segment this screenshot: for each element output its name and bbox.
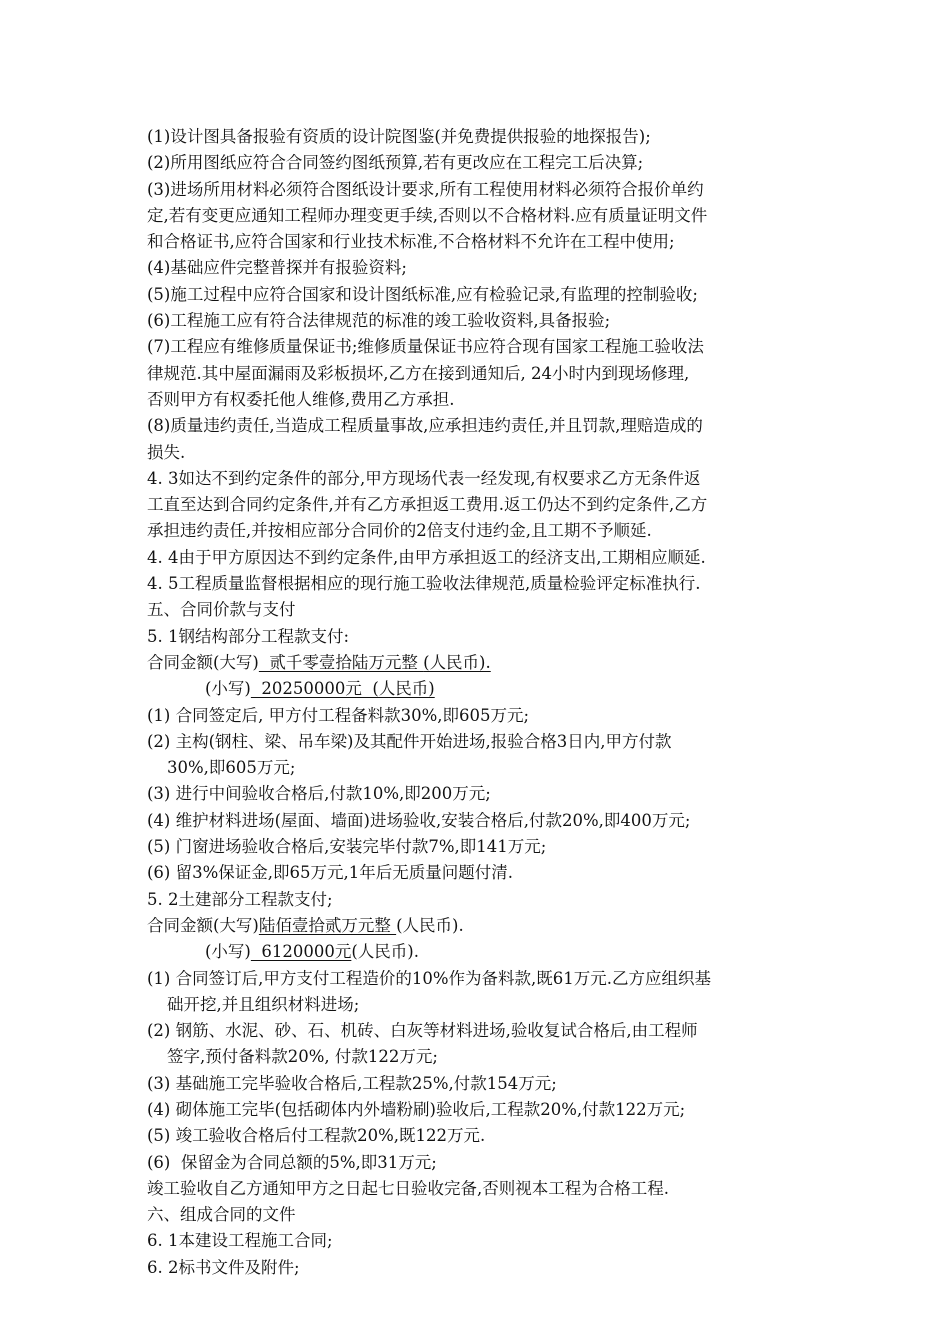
section-heading: 六、组成合同的文件 [147, 1205, 296, 1225]
text-line: 损失. [147, 442, 186, 462]
text-line: 4. 3如达不到约定条件的部分,甲方现场代表一经发现,有权要求乙方无条件返 [147, 468, 701, 488]
text-line: (4)基础应件完整普探并有报验资料; [147, 258, 407, 278]
civil-amount-figures-line [147, 939, 817, 965]
list-item: (6) 保留金为合同总额的5%,即31万元; [147, 1152, 437, 1172]
subsection-heading: 5. 2土建部分工程款支付; [147, 889, 333, 909]
text-line: (8)质量违约责任,当造成工程质量事故,应承担违约责任,并且罚款,理赔造成的 [147, 416, 703, 436]
text-line: (5)施工过程中应符合国家和设计图纸标准,应有检验记录,有监理的控制验收; [147, 284, 698, 304]
text-line: 6. 1本建设工程施工合同; [147, 1231, 333, 1251]
list-item: (2) 主构(钢柱、梁、吊车梁)及其配件开始进场,报验合格3日内,甲方付款 [147, 731, 672, 751]
list-item-continuation: 签字,预付备料款20%, 付款122万元; [167, 1047, 438, 1067]
list-item-continuation: 础开挖,并且组织材料进场; [167, 994, 360, 1014]
list-item: (4) 维护材料进场(屋面、墙面)进场验收,安装合格后,付款20%,即400万元; [147, 810, 691, 830]
list-item-continuation: 30%,即605万元; [167, 758, 296, 778]
text-line: 竣工验收自乙方通知甲方之日起七日验收完备,否则视本工程为合格工程. [147, 1178, 669, 1198]
text-line: (6)工程施工应有符合法律规范的标准的竣工验收资料,具备报验; [147, 311, 611, 331]
amount-figures-tail: (人民币). [351, 942, 419, 962]
amount-words-tail: (人民币). [423, 652, 491, 672]
list-item: (3) 基础施工完毕验收合格后,工程款25%,付款154万元; [147, 1073, 557, 1093]
subsection-heading: 5. 1钢结构部分工程款支付: [147, 626, 350, 646]
amount-figures: 6120000元 [250, 942, 352, 962]
list-item: (6) 留3%保证金,即65万元,1年后无质量问题付清. [147, 863, 514, 883]
list-item: (3) 进行中间验收合格后,付款10%,即200万元; [147, 784, 491, 804]
section-heading: 五、合同价款与支付 [147, 600, 296, 620]
text-line: (1)设计图具备报验有资质的设计院图鉴(并免费提供报验的地探报告); [147, 127, 651, 146]
steel-amount-words-line [147, 650, 817, 676]
amount-words: 贰千零壹拾陆万元整 [258, 652, 424, 672]
text-line: 律规范.其中屋面漏雨及彩板损坏,乙方在接到通知后, 24小时内到现场修理, [147, 363, 690, 383]
text-line: (2)所用图纸应符合合同签约图纸预算,若有更改应在工程完工后决算; [147, 153, 644, 173]
text-line: (3)进场所用材料必须符合图纸设计要求,所有工程使用材料必须符合报价单约 [147, 179, 704, 199]
amount-figures: 20250000元 (人民币) [250, 679, 435, 699]
list-item: (2) 钢筋、水泥、砂、石、机砖、白灰等材料进场,验收复试合格后,由工程师 [147, 1021, 698, 1041]
text-line: 承担违约责任,并按相应部分合同价的2倍支付违约金,且工期不予顺延. [147, 521, 652, 541]
text-line: 工直至达到合同约定条件,并有乙方承担返工费用.返工仍达不到约定条件,乙方 [147, 495, 708, 515]
list-item: (1) 合同签定后, 甲方付工程备料款30%,即605万元; [147, 705, 530, 725]
list-item: (5) 门窗进场验收合格后,安装完毕付款7%,即141万元; [147, 837, 547, 857]
amount-label: 合同金额(大写) [147, 652, 259, 672]
amount-words: 陆佰壹拾贰万元整 [258, 915, 397, 935]
text-line: 和合格证书,应符合国家和行业技术标准,不合格材料不允许在工程中使用; [147, 232, 675, 252]
amount-small-label: (小写) [205, 679, 251, 699]
text-line: 4. 4由于甲方原因达不到约定条件,由甲方承担返工的经济支出,工期相应顺延. [147, 547, 706, 567]
text-line: 定,若有变更应通知工程师办理变更手续,否则以不合格材料.应有质量证明文件 [147, 205, 708, 225]
civil-amount-words-line [147, 913, 817, 939]
text-line: (7)工程应有维修质量保证书;维修质量保证书应符合现有国家工程施工验收法 [147, 337, 704, 357]
text-line: 4. 5工程质量监督根据相应的现行施工验收法律规范,质量检验评定标准执行. [147, 574, 701, 594]
text-line: 6. 2标书文件及附件; [147, 1257, 300, 1277]
list-item: (4) 砌体施工完毕(包括砌体内外墙粉刷)验收后,工程款20%,付款122万元; [147, 1099, 686, 1119]
amount-small-label: (小写) [205, 942, 251, 962]
text-line: 否则甲方有权委托他人维修,费用乙方承担. [147, 389, 455, 409]
amount-label: 合同金额(大写) [147, 915, 259, 935]
amount-words-tail: (人民币). [396, 915, 464, 935]
steel-amount-figures-line [147, 676, 817, 702]
list-item: (1) 合同签订后,甲方支付工程造价的10%作为备料款,既61万元.乙方应组织基 [147, 968, 712, 988]
list-item: (5) 竣工验收合格后付工程款20%,既122万元. [147, 1126, 486, 1146]
document-page [147, 124, 817, 1281]
